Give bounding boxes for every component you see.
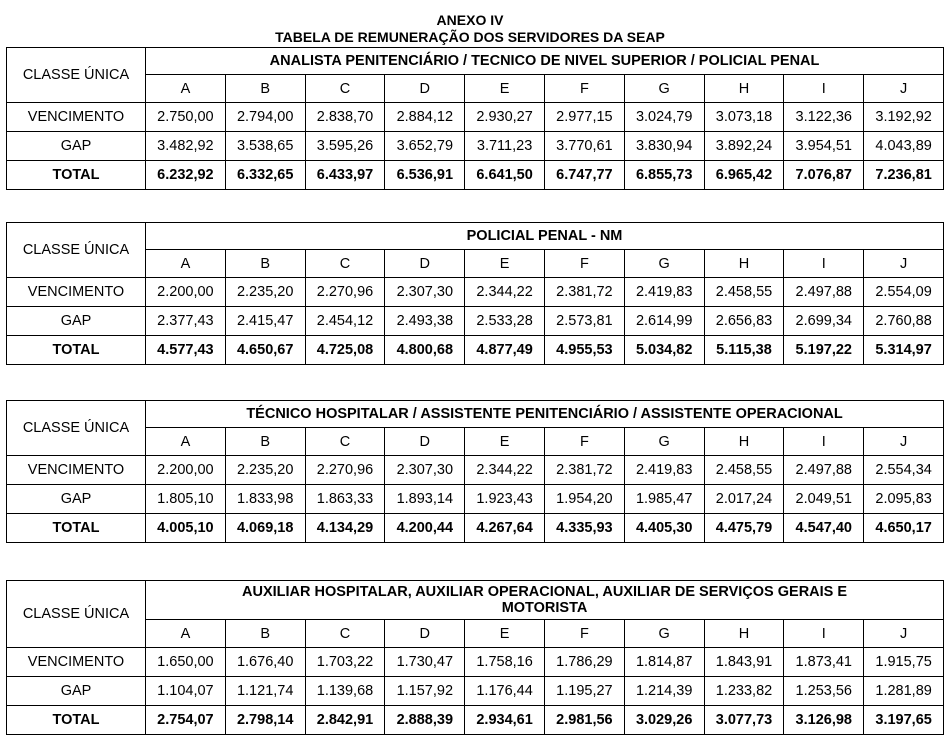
table-cell: 5.197,22: [784, 336, 864, 365]
table-cell: 6.232,92: [146, 161, 226, 190]
table-cell: 2.307,30: [385, 456, 465, 485]
table-cell: 2.754,07: [146, 706, 226, 735]
table-cell: 3.073,18: [704, 103, 784, 132]
level-header: F: [544, 250, 624, 278]
table-cell: 1.176,44: [465, 677, 545, 706]
table-cell: 2.838,70: [305, 103, 385, 132]
table-cell: 2.930,27: [465, 103, 545, 132]
level-header: G: [624, 620, 704, 648]
table-cell: 1.104,07: [146, 677, 226, 706]
table-cell: 1.873,41: [784, 648, 864, 677]
table-cell: 2.344,22: [465, 278, 545, 307]
table-cell: 1.954,20: [544, 485, 624, 514]
level-header: B: [225, 620, 305, 648]
table-cell: 2.017,24: [704, 485, 784, 514]
table-cell: 4.955,53: [544, 336, 624, 365]
table-cell: 1.758,16: [465, 648, 545, 677]
level-header: E: [465, 428, 545, 456]
table-cell: 5.115,38: [704, 336, 784, 365]
table-cell: 2.454,12: [305, 307, 385, 336]
table-cell: 4.800,68: [385, 336, 465, 365]
table-cell: 5.034,82: [624, 336, 704, 365]
level-header: E: [465, 75, 545, 103]
table-cell: 1.843,91: [704, 648, 784, 677]
level-header: F: [544, 428, 624, 456]
table-cell: 2.934,61: [465, 706, 545, 735]
table-cell: 6.641,50: [465, 161, 545, 190]
table-cell: 1.985,47: [624, 485, 704, 514]
table-title: POLICIAL PENAL - NM: [146, 223, 944, 250]
table-row-total: [7, 706, 944, 735]
table-cell: 4.725,08: [305, 336, 385, 365]
table-cell: 2.458,55: [704, 278, 784, 307]
row-label: VENCIMENTO: [7, 648, 146, 677]
table-cell: 1.195,27: [544, 677, 624, 706]
salary-table-tecnico-hospitalar: [6, 400, 944, 543]
table-cell: 2.554,09: [864, 278, 944, 307]
row-label: VENCIMENTO: [7, 103, 146, 132]
level-header: J: [864, 75, 944, 103]
table-cell: 1.786,29: [544, 648, 624, 677]
table-cell: 3.892,24: [704, 132, 784, 161]
table-cell: 4.267,64: [465, 514, 545, 543]
table-cell: 2.614,99: [624, 307, 704, 336]
row-label: TOTAL: [7, 706, 146, 735]
table-row: [7, 677, 944, 706]
table-cell: 2.377,43: [146, 307, 226, 336]
level-header: A: [146, 75, 226, 103]
table-cell: 3.954,51: [784, 132, 864, 161]
table-cell: 2.419,83: [624, 456, 704, 485]
table-row: [7, 456, 944, 485]
table-cell: 3.770,61: [544, 132, 624, 161]
table-cell: 2.497,88: [784, 278, 864, 307]
table-cell: 3.029,26: [624, 706, 704, 735]
table-cell: 2.415,47: [225, 307, 305, 336]
level-header: D: [385, 428, 465, 456]
table-title-line: AUXILIAR HOSPITALAR, AUXILIAR OPERACIONAL, AUXILIAR DE SERVIÇOS GERAIS E: [242, 584, 848, 600]
table-row: [7, 278, 944, 307]
table-cell: 7.076,87: [784, 161, 864, 190]
table-cell: 3.122,36: [784, 103, 864, 132]
level-header: H: [704, 620, 784, 648]
table-cell: 6.747,77: [544, 161, 624, 190]
table-cell: 4.577,43: [146, 336, 226, 365]
level-header: G: [624, 75, 704, 103]
level-header-row: [7, 250, 944, 278]
table-cell: 4.069,18: [225, 514, 305, 543]
level-header: C: [305, 428, 385, 456]
salary-table-auxiliar: [6, 580, 944, 735]
level-header: D: [385, 620, 465, 648]
table-cell: 2.842,91: [305, 706, 385, 735]
table-row: [7, 307, 944, 336]
table-cell: 1.281,89: [864, 677, 944, 706]
table-cell: 1.121,74: [225, 677, 305, 706]
table-cell: 2.798,14: [225, 706, 305, 735]
table-cell: 1.833,98: [225, 485, 305, 514]
table-cell: 2.270,96: [305, 278, 385, 307]
table-cell: 2.981,56: [544, 706, 624, 735]
table-cell: 2.307,30: [385, 278, 465, 307]
table-cell: 4.547,40: [784, 514, 864, 543]
row-label: TOTAL: [7, 336, 146, 365]
classe-label: CLASSE ÚNICA: [7, 223, 146, 278]
table-cell: 6.536,91: [385, 161, 465, 190]
table-cell: 2.270,96: [305, 456, 385, 485]
table-cell: 1.923,43: [465, 485, 545, 514]
level-header: F: [544, 75, 624, 103]
table-cell: 4.005,10: [146, 514, 226, 543]
classe-label: CLASSE ÚNICA: [7, 581, 146, 648]
classe-label: CLASSE ÚNICA: [7, 48, 146, 103]
table-cell: 1.814,87: [624, 648, 704, 677]
table-title-line: MOTORISTA: [501, 600, 588, 616]
table-cell: 2.049,51: [784, 485, 864, 514]
level-header: H: [704, 428, 784, 456]
table-cell: 1.893,14: [385, 485, 465, 514]
table-cell: 1.157,92: [385, 677, 465, 706]
level-header: I: [784, 250, 864, 278]
level-header: A: [146, 250, 226, 278]
level-header: B: [225, 428, 305, 456]
table-row: [7, 103, 944, 132]
level-header-row: [7, 620, 944, 648]
table-cell: 2.235,20: [225, 456, 305, 485]
table-cell: 6.965,42: [704, 161, 784, 190]
table-cell: 5.314,97: [864, 336, 944, 365]
table-cell: 3.538,65: [225, 132, 305, 161]
table-cell: 1.915,75: [864, 648, 944, 677]
table-cell: 2.656,83: [704, 307, 784, 336]
table-cell: 4.877,49: [465, 336, 545, 365]
table-cell: 2.381,72: [544, 456, 624, 485]
table-cell: 2.235,20: [225, 278, 305, 307]
table-cell: 2.381,72: [544, 278, 624, 307]
level-header: I: [784, 620, 864, 648]
table-row: [7, 485, 944, 514]
table-cell: 3.024,79: [624, 103, 704, 132]
row-label: GAP: [7, 677, 146, 706]
table-cell: 1.703,22: [305, 648, 385, 677]
table-cell: 4.134,29: [305, 514, 385, 543]
table-title: TÉCNICO HOSPITALAR / ASSISTENTE PENITENCIÁRIO / ASSISTENTE OPERACIONAL: [146, 401, 944, 428]
table-cell: 4.405,30: [624, 514, 704, 543]
table-row: [7, 132, 944, 161]
level-header: G: [624, 250, 704, 278]
level-header: I: [784, 75, 864, 103]
level-header: B: [225, 250, 305, 278]
table-cell: 1.214,39: [624, 677, 704, 706]
table-cell: 3.077,73: [704, 706, 784, 735]
row-label: GAP: [7, 485, 146, 514]
table-cell: 1.650,00: [146, 648, 226, 677]
table-cell: 2.760,88: [864, 307, 944, 336]
table-cell: 3.192,92: [864, 103, 944, 132]
level-header-row: [7, 428, 944, 456]
table-row-total: [7, 161, 944, 190]
table-cell: 4.650,17: [864, 514, 944, 543]
table-cell: 3.197,65: [864, 706, 944, 735]
table-cell: 4.650,67: [225, 336, 305, 365]
table-cell: 4.335,93: [544, 514, 624, 543]
table-cell: 2.554,34: [864, 456, 944, 485]
table-row: [7, 648, 944, 677]
table-cell: 4.200,44: [385, 514, 465, 543]
table-cell: 2.888,39: [385, 706, 465, 735]
table-cell: 3.711,23: [465, 132, 545, 161]
row-label: GAP: [7, 132, 146, 161]
classe-label: CLASSE ÚNICA: [7, 401, 146, 456]
salary-table-policial-penal-nm: [6, 222, 944, 365]
row-label: VENCIMENTO: [7, 278, 146, 307]
table-cell: 2.497,88: [784, 456, 864, 485]
level-header: J: [864, 620, 944, 648]
level-header: H: [704, 75, 784, 103]
table-cell: 3.830,94: [624, 132, 704, 161]
table-cell: 1.233,82: [704, 677, 784, 706]
level-header: A: [146, 620, 226, 648]
table-title: [146, 581, 944, 620]
table-cell: 2.977,15: [544, 103, 624, 132]
level-header: C: [305, 250, 385, 278]
level-header: J: [864, 250, 944, 278]
level-header: D: [385, 75, 465, 103]
table-cell: 6.433,97: [305, 161, 385, 190]
document-title: TABELA DE REMUNERAÇÃO DOS SERVIDORES DA SEAP: [275, 29, 665, 45]
level-header: C: [305, 75, 385, 103]
level-header: I: [784, 428, 864, 456]
level-header: H: [704, 250, 784, 278]
row-label: VENCIMENTO: [7, 456, 146, 485]
table-cell: 2.750,00: [146, 103, 226, 132]
table-cell: 4.475,79: [704, 514, 784, 543]
level-header: F: [544, 620, 624, 648]
table-cell: 2.884,12: [385, 103, 465, 132]
table-row-total: [7, 336, 944, 365]
table-cell: 2.344,22: [465, 456, 545, 485]
level-header: J: [864, 428, 944, 456]
table-row-total: [7, 514, 944, 543]
table-cell: 1.805,10: [146, 485, 226, 514]
level-header: E: [465, 250, 545, 278]
table-cell: 2.794,00: [225, 103, 305, 132]
table-cell: 2.458,55: [704, 456, 784, 485]
table-cell: 3.595,26: [305, 132, 385, 161]
level-header: C: [305, 620, 385, 648]
table-cell: 2.493,38: [385, 307, 465, 336]
table-cell: 1.730,47: [385, 648, 465, 677]
annex-title: ANEXO IV: [436, 12, 504, 28]
table-cell: 3.652,79: [385, 132, 465, 161]
table-cell: 3.126,98: [784, 706, 864, 735]
table-cell: 2.699,34: [784, 307, 864, 336]
table-title: ANALISTA PENITENCIÁRIO / TECNICO DE NIVEL SUPERIOR / POLICIAL PENAL: [146, 48, 944, 75]
table-cell: 2.095,83: [864, 485, 944, 514]
level-header: D: [385, 250, 465, 278]
row-label: GAP: [7, 307, 146, 336]
row-label: TOTAL: [7, 514, 146, 543]
table-cell: 2.533,28: [465, 307, 545, 336]
table-cell: 4.043,89: [864, 132, 944, 161]
level-header: E: [465, 620, 545, 648]
table-cell: 3.482,92: [146, 132, 226, 161]
table-cell: 1.676,40: [225, 648, 305, 677]
level-header: G: [624, 428, 704, 456]
table-cell: 6.855,73: [624, 161, 704, 190]
table-cell: 1.139,68: [305, 677, 385, 706]
table-cell: 2.419,83: [624, 278, 704, 307]
table-cell: 2.200,00: [146, 278, 226, 307]
table-cell: 6.332,65: [225, 161, 305, 190]
table-cell: 1.863,33: [305, 485, 385, 514]
table-cell: 1.253,56: [784, 677, 864, 706]
table-cell: 2.573,81: [544, 307, 624, 336]
level-header-row: [7, 75, 944, 103]
level-header: A: [146, 428, 226, 456]
level-header: B: [225, 75, 305, 103]
row-label: TOTAL: [7, 161, 146, 190]
table-cell: 7.236,81: [864, 161, 944, 190]
table-cell: 2.200,00: [146, 456, 226, 485]
salary-table-analista: [6, 47, 944, 190]
